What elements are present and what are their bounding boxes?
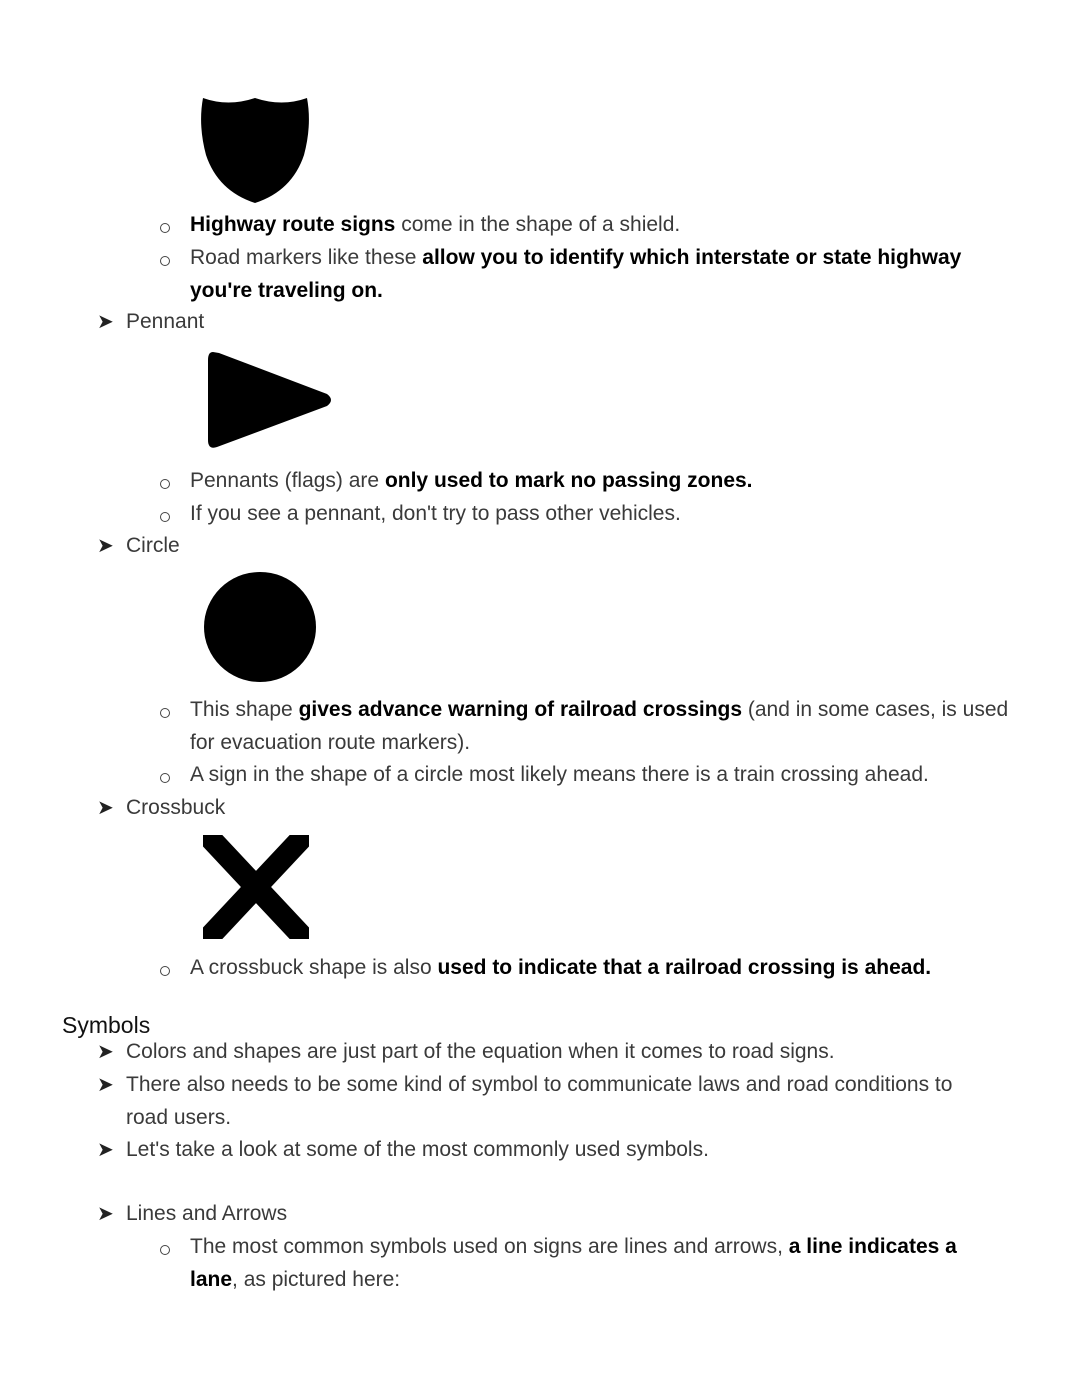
bullet-marker [160,256,170,266]
arrow-bullet-icon: ➤ [97,1139,114,1161]
pennant-icon [205,348,335,453]
pennant-bullet-1: Pennants (flags) are only used to mark no passing zones. [190,469,753,492]
shield-bullet-1: Highway route signs come in the shape of a shield. [190,213,681,236]
bullet-marker [160,223,170,233]
lines-arrows-bullet-1: The most common symbols used on signs are lines and arrows, a line indicates a [190,1235,957,1258]
symbols-item-2-cont: road users. [126,1106,232,1129]
arrow-bullet-icon: ➤ [97,797,114,819]
shield-bullet-2: Road markers like these allow you to identify which interstate or state highway [190,246,962,269]
crossbuck-icon [203,835,309,939]
bullet-marker [160,773,170,783]
bullet-marker [160,479,170,489]
symbols-item-3: Let's take a look at some of the most commonly used symbols. [126,1138,709,1161]
circle-icon [202,571,318,683]
arrow-bullet-icon: ➤ [97,311,114,333]
arrow-bullet-icon: ➤ [97,1074,114,1096]
pennant-bullet-2: If you see a pennant, don't try to pass other vehicles. [190,502,681,525]
shield-bullet-2-cont: you're traveling on. [190,279,383,302]
circle-bullet-1-cont: for evacuation route markers). [190,731,471,754]
arrow-bullet-icon: ➤ [97,1041,114,1063]
arrow-bullet-icon: ➤ [97,535,114,557]
lines-arrows-label: Lines and Arrows [126,1202,288,1225]
circle-bullet-2: A sign in the shape of a circle most likely means there is a train crossing ahead. [190,763,929,786]
circle-label: Circle [126,534,180,557]
lines-arrows-bullet-1-cont: lane, as pictured here: [190,1268,401,1291]
shield-icon [200,95,310,207]
pennant-label: Pennant [126,310,205,333]
crossbuck-label: Crossbuck [126,796,226,819]
circle-bullet-1: This shape gives advance warning of railroad crossings (and in some cases, is used [190,698,1009,721]
symbols-item-1: Colors and shapes are just part of the equation when it comes to road signs. [126,1040,835,1063]
bullet-marker [160,708,170,718]
symbols-heading: Symbols [62,1012,151,1038]
bullet-marker [160,966,170,976]
bullet-marker [160,512,170,522]
bullet-marker [160,1245,170,1255]
symbols-item-2: There also needs to be some kind of symbol to communicate laws and road conditions to [126,1073,953,1096]
crossbuck-bullet-1: A crossbuck shape is also used to indicate that a railroad crossing is ahead. [190,956,932,979]
arrow-bullet-icon: ➤ [97,1203,114,1225]
